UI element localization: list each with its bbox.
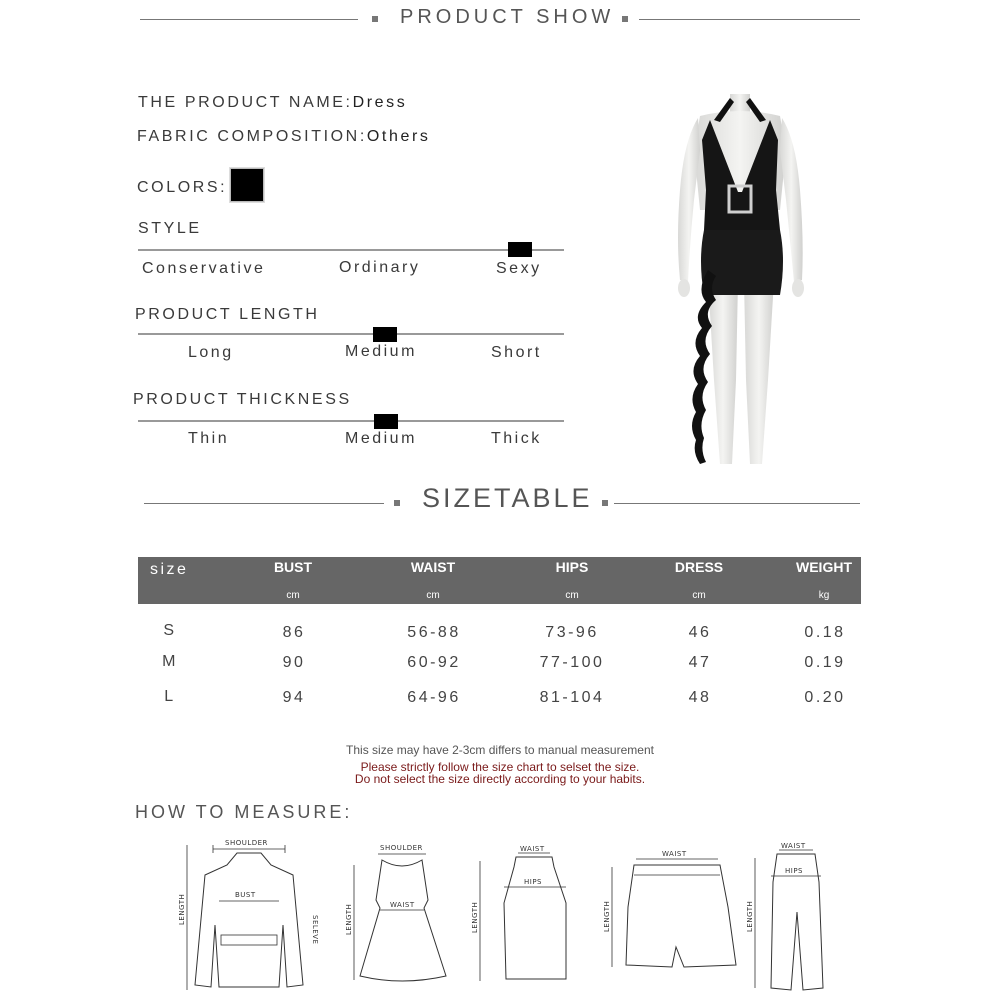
- thickness-option-medium: Medium: [345, 430, 417, 447]
- length-option-long: Long: [188, 344, 234, 361]
- label-length: LENGTH: [345, 903, 353, 935]
- cell-waist: 60-92: [407, 654, 461, 671]
- cell-weight: 0.18: [804, 624, 846, 641]
- divider-line: [614, 503, 860, 504]
- cell-size: M: [162, 653, 178, 670]
- cell-dress: 48: [688, 689, 712, 706]
- header-dress-unit: cm: [692, 590, 706, 601]
- thickness-scale-line: [138, 420, 564, 422]
- product-name: [138, 94, 407, 112]
- header-hips: HIPS: [555, 559, 589, 575]
- thickness-selected-marker: [374, 414, 398, 429]
- divider-line: [140, 19, 358, 20]
- product-photo-mannequin: [640, 80, 840, 470]
- header-dress: DRESS: [674, 559, 724, 575]
- label-waist: WAIST: [390, 901, 415, 909]
- measure-diagram-shorts: [600, 847, 745, 977]
- style-title: STYLE: [138, 220, 202, 237]
- header-bust-unit: cm: [286, 590, 300, 601]
- length-selected-marker: [373, 327, 397, 342]
- divider-square: [622, 16, 628, 22]
- header-weight: WEIGHT: [796, 559, 852, 575]
- label-waist: WAIST: [781, 842, 806, 850]
- header-waist: WAIST: [410, 559, 456, 575]
- measure-diagram-skirt: [470, 843, 580, 988]
- note-measurement: This size may have 2-3cm differs to manual measurement: [346, 743, 654, 757]
- cell-weight: 0.20: [804, 689, 846, 706]
- divider-square: [394, 500, 400, 506]
- divider-square: [602, 500, 608, 506]
- style-option-sexy: Sexy: [496, 260, 542, 277]
- divider-square: [372, 16, 378, 22]
- how-to-measure-title: HOW TO MEASURE:: [135, 802, 353, 822]
- cell-dress: 47: [688, 654, 712, 671]
- cell-size: S: [163, 622, 177, 639]
- note-follow-chart: Please strictly follow the size chart to selset the size.: [360, 760, 640, 774]
- label-hips: HIPS: [785, 867, 803, 875]
- thickness-title: PRODUCT THICKNESS: [133, 391, 352, 408]
- cell-dress: 46: [688, 624, 712, 641]
- measure-diagram-dress: [340, 840, 460, 990]
- cell-hips: 73-96: [545, 624, 599, 641]
- label-waist: WAIST: [662, 850, 687, 858]
- label-shoulder: SHOULDER: [225, 839, 268, 847]
- style-scale-line: [138, 249, 564, 251]
- cell-weight: 0.19: [804, 654, 846, 671]
- product-name-label: THE PRODUCT NAME:: [138, 94, 353, 111]
- thickness-option-thin: Thin: [188, 430, 230, 447]
- measure-diagram-pants: [745, 842, 845, 994]
- thickness-option-thick: Thick: [491, 430, 542, 447]
- size-table-header: [138, 557, 861, 604]
- cell-size: L: [164, 688, 176, 705]
- label-waist: WAIST: [520, 845, 545, 853]
- cell-waist: 64-96: [407, 689, 461, 706]
- length-option-short: Short: [491, 344, 542, 361]
- header-weight-unit: kg: [818, 590, 830, 601]
- colors-label: COLORS:: [137, 179, 228, 196]
- cell-bust: 86: [282, 624, 306, 641]
- cell-bust: 94: [282, 689, 306, 706]
- style-option-conservative: Conservative: [142, 260, 266, 277]
- header-hips-unit: cm: [565, 590, 579, 601]
- header-bust: BUST: [273, 559, 313, 575]
- size-column-header: size: [150, 561, 189, 578]
- divider-line: [639, 19, 860, 20]
- cell-hips: 81-104: [539, 689, 605, 706]
- section-title-product-show: PRODUCT SHOW: [400, 6, 615, 28]
- header-waist-unit: cm: [426, 590, 440, 601]
- cell-hips: 77-100: [539, 654, 605, 671]
- color-swatch-black[interactable]: [230, 168, 264, 202]
- fabric-composition: [137, 128, 431, 146]
- length-option-medium: Medium: [345, 343, 417, 360]
- style-option-ordinary: Ordinary: [339, 259, 421, 276]
- measure-diagram-jacket: [175, 835, 325, 995]
- fabric-label: FABRIC COMPOSITION:: [137, 128, 367, 145]
- note-habits: Do not select the size directly according to your habits.: [354, 772, 646, 786]
- label-length: LENGTH: [603, 900, 611, 932]
- product-name-value: Dress: [352, 94, 408, 111]
- style-selected-marker: [508, 242, 532, 257]
- label-length: LENGTH: [471, 901, 479, 933]
- label-sleeve: SELEVE: [311, 915, 319, 945]
- label-length: LENGTH: [746, 900, 754, 932]
- fabric-value: Others: [366, 128, 431, 145]
- section-title-sizetable: SIZETABLE: [422, 483, 593, 513]
- length-scale-line: [138, 333, 564, 335]
- label-length: LENGTH: [178, 893, 186, 925]
- label-hips: HIPS: [524, 878, 542, 886]
- cell-bust: 90: [282, 654, 306, 671]
- cell-waist: 56-88: [407, 624, 461, 641]
- length-title: PRODUCT LENGTH: [135, 306, 320, 323]
- label-shoulder: SHOULDER: [380, 844, 423, 852]
- label-bust: BUST: [235, 891, 256, 899]
- divider-line: [144, 503, 384, 504]
